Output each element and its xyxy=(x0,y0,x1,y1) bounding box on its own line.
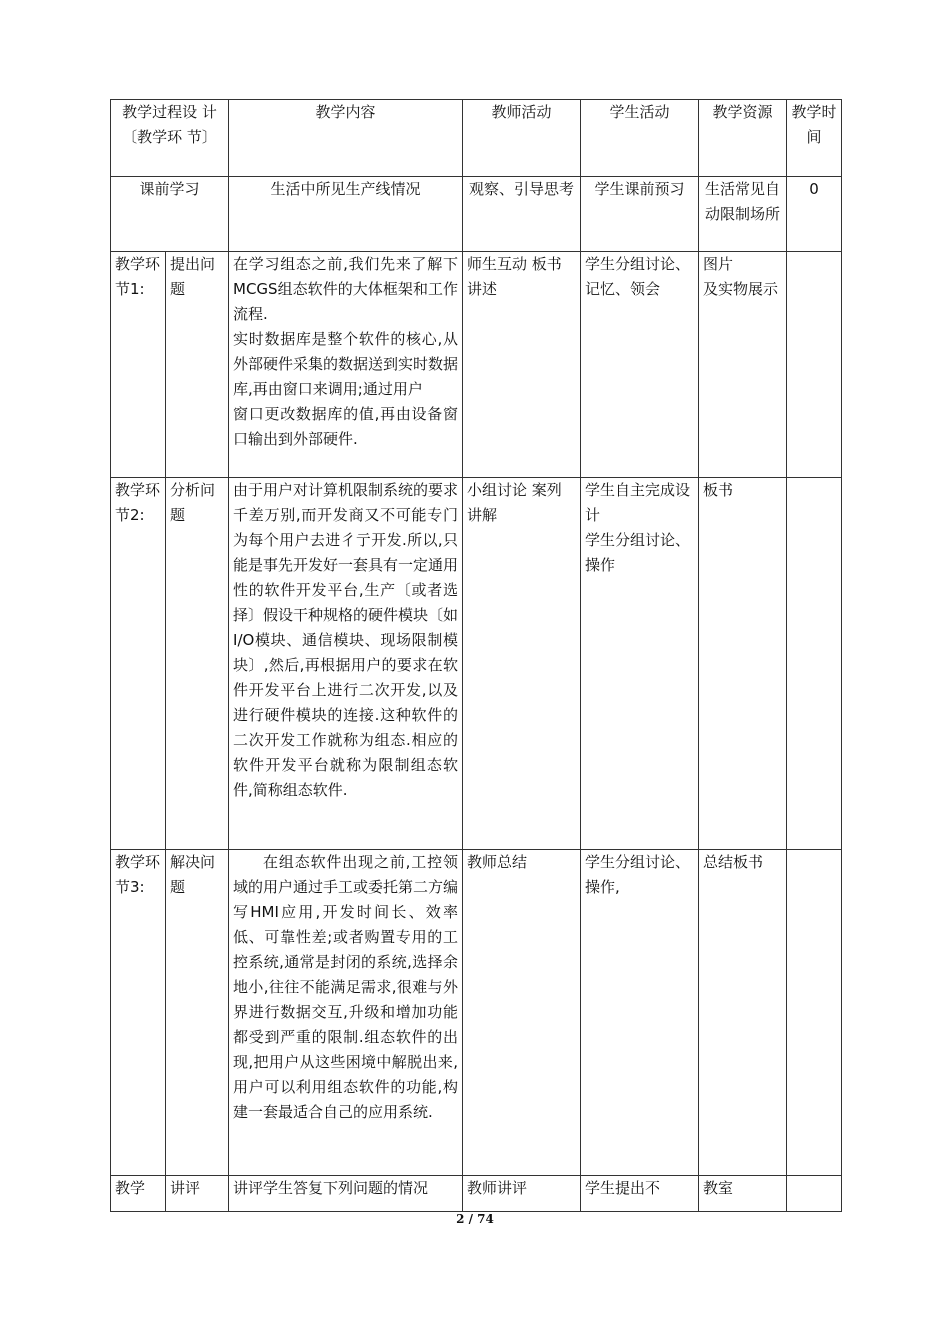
row1-stage: 教学环节1: xyxy=(111,252,166,478)
row4-resources: 教室 xyxy=(699,1176,787,1212)
row4-student: 学生提出不 xyxy=(581,1176,699,1212)
table-row xyxy=(111,1176,842,1212)
header-content: 教学内容 xyxy=(229,100,463,177)
pre-study-student: 学生课前预习 xyxy=(581,177,699,252)
row3-resources: 总结板书 xyxy=(699,850,787,1176)
pre-study-teacher: 观察、引导思考 xyxy=(463,177,581,252)
row1-content-line: 在学习组态之前,我们先来了解下MCGS组态软件的大体框架和工作流程. xyxy=(233,255,459,323)
row3-content: 在组态软件出现之前,工控领域的用户通过手工或委托第二方编写HMI应用,开发时间长、效率低、可靠性差;或者购置专用的工控系统,通常是封闭的系统,选择余地小,往往不能满足需求,很难与外界进行数据交互,升级和增加功能都受到严重的限制.组态软件的出现,把用户从这些困境中解脱出来,用户可以利用组态软件的功能,构建一套最适合自己的应用系统. xyxy=(229,850,463,1176)
row1-resource-line: 图片 xyxy=(703,255,734,273)
row4-step: 讲评 xyxy=(166,1176,229,1212)
row1-student: 学生分组讨论、记忆、领会 xyxy=(581,252,699,478)
row2-step: 分析问题 xyxy=(166,478,229,850)
pre-study-time: 0 xyxy=(787,177,842,252)
row3-teacher: 教师总结 xyxy=(463,850,581,1176)
row1-content-line: 窗口更改数据库的值,再由设备窗口输出到外部硬件. xyxy=(233,405,459,448)
pre-study-resources: 生活常见自动限制场所 xyxy=(699,177,787,252)
row1-content xyxy=(229,252,463,478)
lesson-plan-table xyxy=(110,99,842,1212)
header-teacher: 教师活动 xyxy=(463,100,581,177)
pre-study-row xyxy=(111,177,842,252)
row3-time xyxy=(787,850,842,1176)
pre-study-content: 生活中所见生产线情况 xyxy=(229,177,463,252)
row2-resources: 板书 xyxy=(699,478,787,850)
row4-content: 讲评学生答复下列问题的情况 xyxy=(229,1176,463,1212)
table-row xyxy=(111,850,842,1176)
row3-student: 学生分组讨论、操作, xyxy=(581,850,699,1176)
header-student: 学生活动 xyxy=(581,100,699,177)
row4-teacher: 教师讲评 xyxy=(463,1176,581,1212)
row2-student xyxy=(581,478,699,850)
table-row xyxy=(111,478,842,850)
row2-student-line: 学生自主完成设计 xyxy=(585,481,691,524)
row2-content: 由于用户对计算机限制系统的要求千差万别,而开发商又不可能专门为每个用户去进彳亍开发.所以,只能是事先开发好一套具有一定通用性的软件开发平台,生产〔或者选择〕假设干种规格的硬件模块〔如I/O模块、通信模块、现场限制模块〕,然后,再根据用户的要求在软件开发平台上进行二次开发,以及进行硬件模块的连接.这种软件的二次开发工作就称为组态.相应的软件开发平台就称为限制组态软件,简称组态软件. xyxy=(229,478,463,850)
pre-study-stage: 课前学习 xyxy=(111,177,229,252)
row2-teacher: 小组讨论 案列讲解 xyxy=(463,478,581,850)
row2-stage: 教学环节2: xyxy=(111,478,166,850)
row2-student-line: 学生分组讨论、操作 xyxy=(585,531,691,574)
row1-content-line: 实时数据库是整个软件的核心,从外部硬件采集的数据送到实时数据库,再由窗口来调用;通过用户 xyxy=(233,330,459,398)
header-row xyxy=(111,100,842,177)
row1-time xyxy=(787,252,842,478)
header-time: 教学时间 xyxy=(787,100,842,177)
row4-stage: 教学 xyxy=(111,1176,166,1212)
row1-resources xyxy=(699,252,787,478)
row3-stage: 教学环节3: xyxy=(111,850,166,1176)
row2-time xyxy=(787,478,842,850)
row1-resource-line: 及实物展示 xyxy=(703,280,779,298)
header-resources: 教学资源 xyxy=(699,100,787,177)
table-row xyxy=(111,252,842,478)
row1-teacher: 师生互动 板书讲述 xyxy=(463,252,581,478)
row4-time xyxy=(787,1176,842,1212)
page-number: 2 / 74 xyxy=(456,1212,494,1226)
row1-step: 提出问题 xyxy=(166,252,229,478)
header-stage: 教学过程设 计〔教学环 节〕 xyxy=(111,100,229,177)
row3-step: 解决问题 xyxy=(166,850,229,1176)
